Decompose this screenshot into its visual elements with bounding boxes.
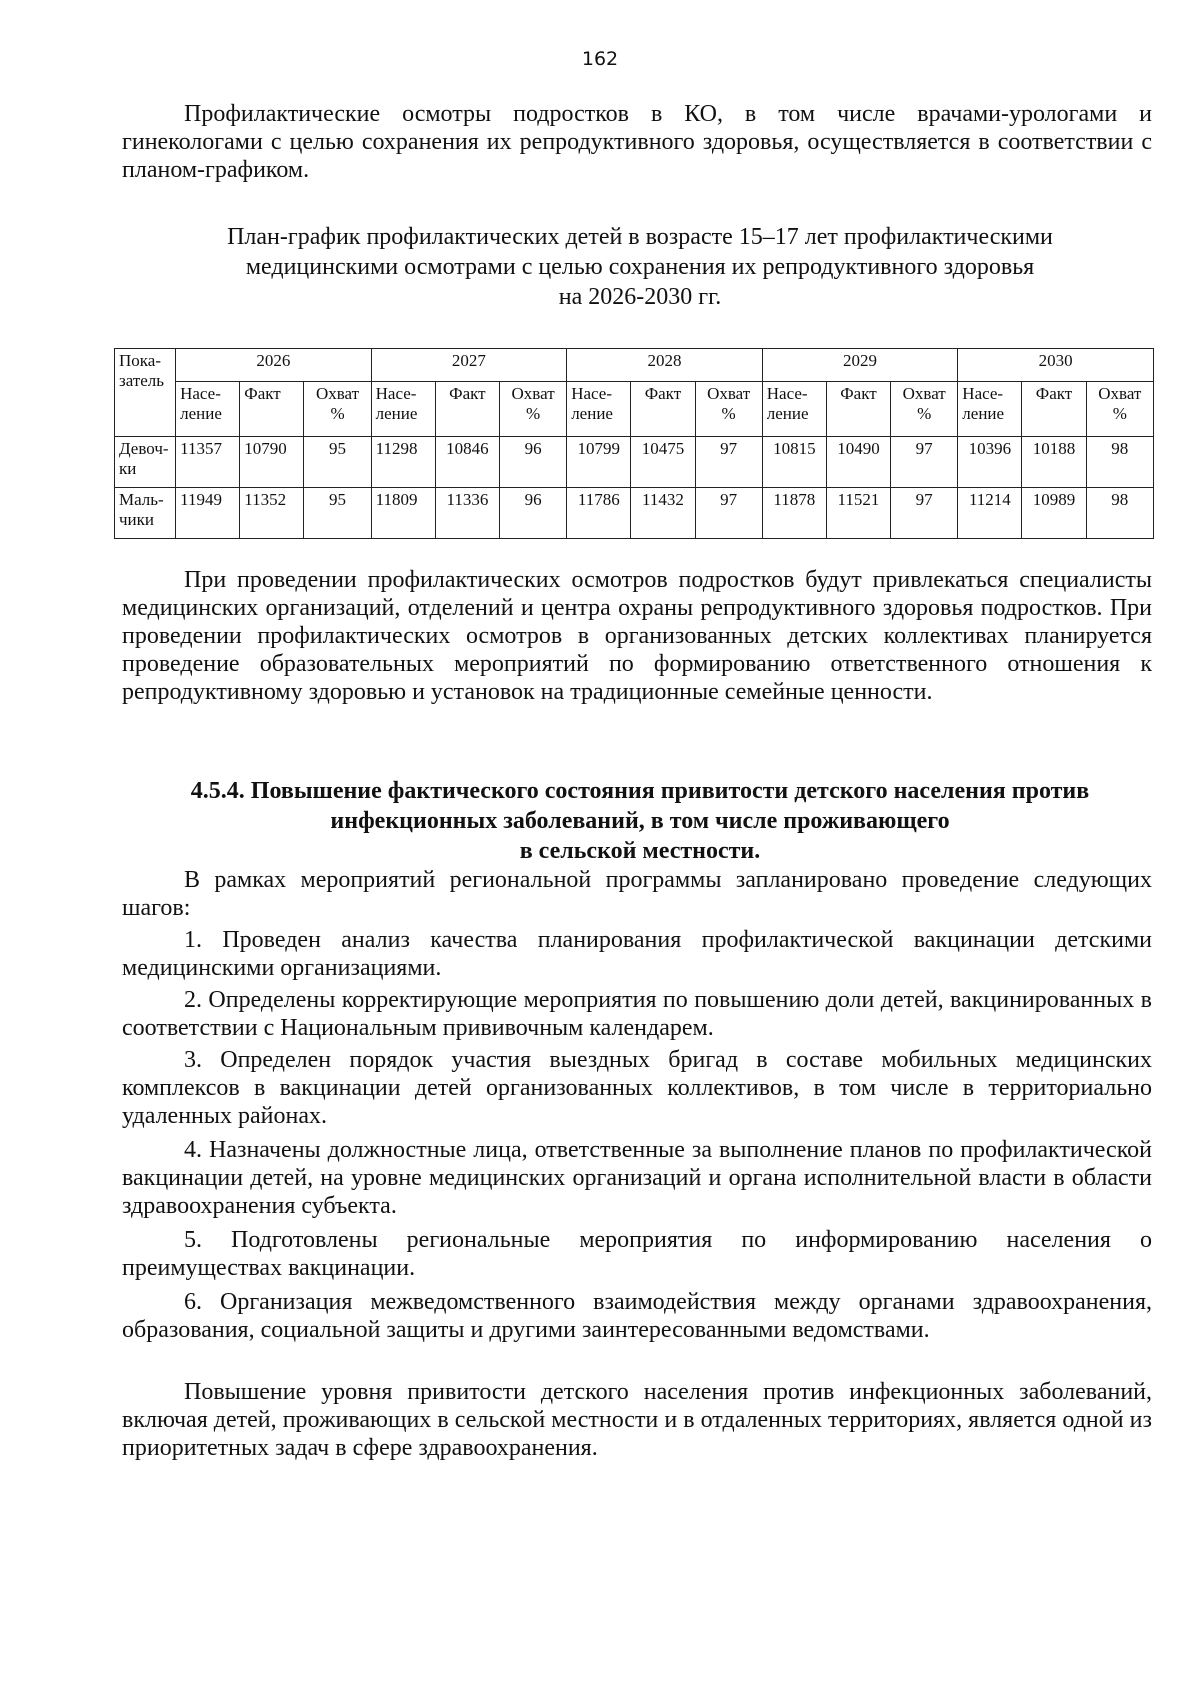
row-label: Маль- чики	[115, 488, 176, 539]
section-heading-line: инфекционных заболеваний, в том числе проживающего	[330, 808, 950, 834]
table-cell: 11336	[435, 488, 499, 539]
table-caption-line: медицинскими осмотрами с целью сохранения их репродуктивного здоровья	[245, 254, 1035, 280]
table-row-girls	[115, 437, 1154, 488]
table-row-boys	[115, 488, 1154, 539]
steps-intro: В рамках мероприятий региональной программы запланировано проведение следующих шагов:	[122, 867, 1152, 921]
table-cell: 98	[1086, 437, 1153, 488]
table-cell: 10475	[631, 437, 695, 488]
year-header: 2026	[176, 349, 372, 382]
list-item: 3. Определен порядок участия выездных бригад в составе мобильных медицинских комплексов в вакцинации детей организованных коллективов, в том числе в территориально удаленных районах.	[122, 1047, 1152, 1129]
table-cell: 97	[891, 437, 958, 488]
population-header: Насе- ление	[567, 382, 631, 437]
table-cell: 10188	[1022, 437, 1086, 488]
table-cell: 11786	[567, 488, 631, 539]
section-heading-line: 4.5.4. Повышение фактического состояния привитости детского населения против	[190, 778, 1090, 804]
table-caption-line: на 2026-2030 гг.	[558, 284, 722, 310]
coverage-header: Охват %	[304, 382, 371, 437]
list-item: 6. Организация межведомственного взаимодействия между органами здравоохранения, образования, социальной защиты и другими заинтересованными ведомствами.	[122, 1289, 1152, 1343]
table-cell: 98	[1086, 488, 1153, 539]
list-item: 4. Назначены должностные лица, ответственные за выполнение планов по профилактической вакцинации детей, на уровне медицинских организаций и органа исполнительной власти в области здравоохранения субъекта.	[122, 1137, 1152, 1219]
table-cell: 11298	[371, 437, 435, 488]
year-header: 2027	[371, 349, 567, 382]
section-heading-line: в сельской местности.	[519, 838, 761, 864]
table-caption	[130, 222, 1150, 312]
coverage-header: Охват %	[891, 382, 958, 437]
table-cell: 97	[891, 488, 958, 539]
table-cell: 11878	[762, 488, 826, 539]
table-caption-line: План-график профилактических детей в возрасте 15–17 лет профилактическими	[227, 224, 1053, 250]
table-cell: 10490	[826, 437, 890, 488]
table-cell: 11357	[176, 437, 240, 488]
table-cell: 11521	[826, 488, 890, 539]
paragraph-after-table: При проведении профилактических осмотров подростков будут привлекаться специалисты медицинских организаций, отделений и центра охраны репродуктивного здоровья подростков. При проведении профилактических осмотров в организованных детских коллективах планируется проведение образовательных мероприятий по формированию ответственного отношения к репродуктивному здоровью и установок на традиционные семейные ценности.	[122, 567, 1152, 705]
sub-header-row	[115, 382, 1154, 437]
table-cell: 95	[304, 488, 371, 539]
fact-header: Факт	[1022, 382, 1086, 437]
fact-header: Факт	[435, 382, 499, 437]
table-cell: 10790	[240, 437, 304, 488]
vaccination-plan-table	[114, 348, 1154, 539]
table-cell: 97	[695, 437, 762, 488]
table-cell: 11214	[958, 488, 1022, 539]
conclusion-paragraph: Повышение уровня привитости детского населения против инфекционных заболеваний, включая детей, проживающих в сельской местности и в отдаленных территориях, является одной из приоритетных задач в сфере здравоохранения.	[122, 1379, 1152, 1461]
table-cell: 10799	[567, 437, 631, 488]
list-item: 5. Подготовлены региональные мероприятия по информированию населения о преимуществах вакцинации.	[122, 1227, 1152, 1281]
intro-paragraph: Профилактические осмотры подростков в КО, в том числе врачами-урологами и гинекологами с целью сохранения их репродуктивного здоровья, осуществляется в соответствии с планом-графиком.	[122, 101, 1152, 183]
table-cell: 10396	[958, 437, 1022, 488]
population-header: Насе- ление	[371, 382, 435, 437]
table-cell: 10815	[762, 437, 826, 488]
year-header: 2030	[958, 349, 1154, 382]
fact-header: Факт	[826, 382, 890, 437]
coverage-header: Охват %	[499, 382, 566, 437]
coverage-header: Охват %	[695, 382, 762, 437]
fact-header: Факт	[240, 382, 304, 437]
row-label: Девоч- ки	[115, 437, 176, 488]
population-header: Насе- ление	[762, 382, 826, 437]
table-cell: 97	[695, 488, 762, 539]
population-header: Насе- ление	[958, 382, 1022, 437]
list-item: 1. Проведен анализ качества планирования профилактической вакцинации детскими медицинскими организациями.	[122, 927, 1152, 981]
coverage-header: Охват %	[1086, 382, 1153, 437]
table-cell: 10989	[1022, 488, 1086, 539]
fact-header: Факт	[631, 382, 695, 437]
table-cell: 96	[499, 437, 566, 488]
year-header: 2029	[762, 349, 958, 382]
indicator-header: Пока- затель	[115, 349, 176, 437]
table-cell: 11432	[631, 488, 695, 539]
year-header: 2028	[567, 349, 763, 382]
table-cell: 10846	[435, 437, 499, 488]
table-cell: 11809	[371, 488, 435, 539]
table-cell: 11949	[176, 488, 240, 539]
list-item: 2. Определены корректирующие мероприятия по повышению доли детей, вакцинированных в соответствии с Национальным прививочным календарем.	[122, 987, 1152, 1041]
table-cell: 11352	[240, 488, 304, 539]
section-heading	[130, 776, 1150, 866]
page-number: 162	[581, 48, 619, 70]
table-cell: 96	[499, 488, 566, 539]
population-header: Насе- ление	[176, 382, 240, 437]
year-header-row	[115, 349, 1154, 382]
table-cell: 95	[304, 437, 371, 488]
